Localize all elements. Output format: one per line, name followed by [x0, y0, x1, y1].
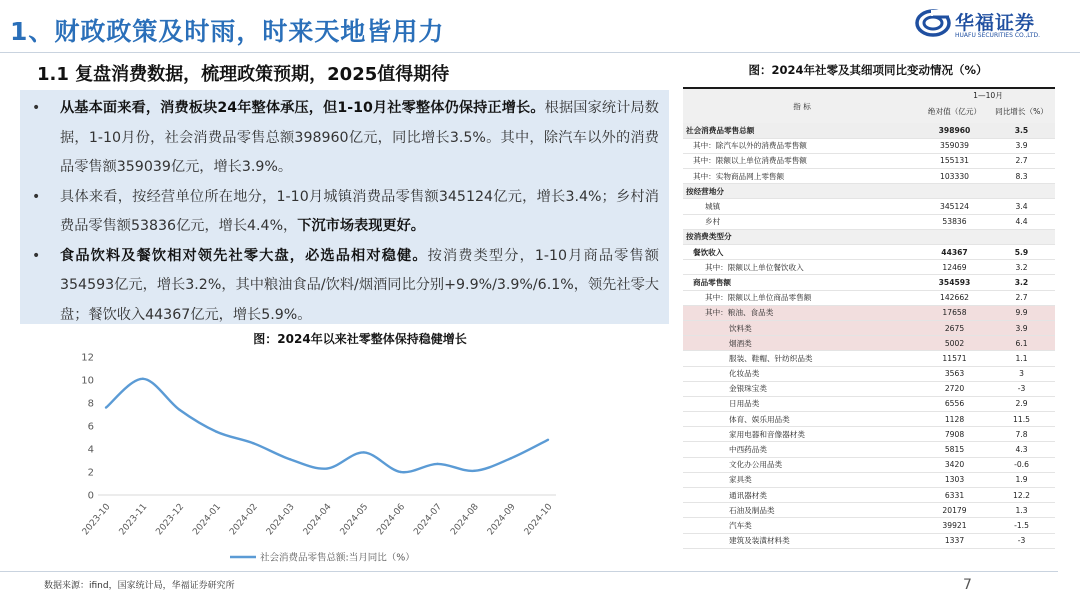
row-absolute-value: 5815 — [944, 445, 965, 455]
row-yoy-growth: -1.5 — [1014, 520, 1029, 530]
row-label: 金银珠宝类 — [729, 384, 767, 394]
row-yoy-growth: 3.5 — [988, 123, 1055, 138]
bullet-marker: • — [32, 188, 41, 205]
row-absolute-value: 398960 — [921, 123, 988, 138]
data-point — [399, 471, 401, 473]
x-tick-label: 2024-01 — [191, 502, 224, 538]
row-label: 饮料类 — [683, 320, 921, 335]
row-absolute-value: 12469 — [942, 262, 967, 272]
bullet-marker: • — [32, 247, 41, 264]
row-yoy-growth: 5.9 — [1014, 247, 1029, 257]
row-absolute-value: 1303 — [944, 475, 965, 485]
retail-table — [683, 89, 1055, 549]
bullet-item — [32, 183, 659, 242]
data-point — [252, 442, 254, 444]
logo-name: 华福证券 — [955, 12, 1036, 34]
row-absolute-value: 1128 — [944, 414, 965, 424]
row-yoy-growth: 8.3 — [1015, 171, 1028, 181]
row-label: 汽车类 — [729, 520, 752, 530]
table-row — [683, 305, 1055, 320]
table-row — [683, 381, 1055, 396]
row-yoy-growth: 2.7 — [1015, 156, 1028, 166]
row-label: 城镇 — [705, 202, 721, 212]
row-yoy-growth: 9.9 — [988, 305, 1055, 320]
x-tick-label: 2023-11 — [117, 502, 150, 538]
table-row — [683, 503, 1055, 518]
table-row — [683, 290, 1055, 305]
y-tick-label: 6 — [87, 421, 94, 433]
section-heading: 1.1 复盘消费数据，梳理政策预期，2025值得期待 — [37, 64, 450, 85]
bullet-item — [32, 94, 659, 183]
data-point — [215, 431, 217, 433]
header-indicator: 指 标 — [683, 89, 921, 123]
row-label: 石油及制品类 — [729, 505, 775, 515]
row-label: 体育、娱乐用品类 — [729, 414, 790, 424]
table-row — [683, 260, 1055, 275]
series-line — [106, 379, 548, 472]
y-tick-label: 12 — [81, 352, 94, 364]
data-point — [363, 451, 365, 453]
title-divider — [0, 52, 1080, 53]
page-number: 7 — [963, 577, 972, 593]
data-point — [510, 457, 512, 459]
row-yoy-growth — [988, 184, 1055, 199]
row-absolute-value: 39921 — [942, 520, 967, 530]
row-yoy-growth: 4.3 — [1015, 445, 1028, 455]
row-label: 建筑及装潢材料类 — [729, 536, 790, 546]
row-absolute-value: 17658 — [921, 305, 988, 320]
row-label: 乡村 — [705, 217, 721, 227]
table-row — [683, 488, 1055, 503]
x-tick-label: 2024-05 — [338, 502, 371, 538]
row-label: 家具类 — [729, 475, 752, 485]
row-yoy-growth: 2.7 — [1015, 293, 1028, 303]
row-label: 餐饮收入 — [693, 247, 724, 257]
row-absolute-value: 103330 — [940, 171, 969, 181]
y-tick-label: 0 — [87, 490, 94, 502]
row-label: 通讯器材类 — [729, 490, 767, 500]
row-absolute-value: 345124 — [940, 202, 969, 212]
row-absolute-value: 3563 — [944, 369, 965, 379]
row-yoy-growth: -3 — [1017, 384, 1026, 394]
x-tick-label: 2023-10 — [80, 502, 113, 538]
row-label: 其中：除汽车以外的消费品零售额 — [693, 141, 807, 151]
row-yoy-growth: 1.1 — [1015, 353, 1028, 363]
header-absolute-value: 绝对值（亿元） — [921, 101, 988, 123]
x-tick-label: 2024-03 — [264, 502, 297, 538]
table-row — [683, 412, 1055, 427]
table-row — [683, 229, 1055, 244]
huafu-logo-icon — [915, 8, 951, 38]
row-label: 其中：实物商品网上零售额 — [693, 171, 785, 181]
row-absolute-value: 11571 — [942, 353, 967, 363]
row-label: 服装、鞋帽、针纺织品类 — [729, 353, 813, 363]
table-row — [683, 199, 1055, 214]
retail-table-container — [683, 87, 1055, 569]
row-absolute-value: 354593 — [938, 277, 971, 287]
table-row — [683, 214, 1055, 229]
y-tick-label: 10 — [81, 375, 94, 387]
row-absolute-value: 142662 — [940, 293, 969, 303]
data-point — [178, 409, 180, 411]
row-label: 文化办公用品类 — [729, 460, 783, 470]
table-title: 图：2024年社零及其细项同比变动情况（%） — [748, 63, 988, 77]
row-label: 日用品类 — [729, 399, 760, 409]
slide-title: 1、财政政策及时雨，时来天地皆用力 — [10, 17, 445, 46]
row-label: 社会消费品零售总额 — [683, 123, 921, 138]
table-row — [683, 351, 1055, 366]
bullet-item — [32, 242, 659, 331]
table-row — [683, 275, 1055, 290]
table-row — [683, 366, 1055, 381]
data-point — [105, 406, 107, 408]
row-yoy-growth: 12.2 — [1013, 490, 1030, 500]
table-row — [683, 336, 1055, 351]
row-absolute-value: 7908 — [944, 429, 965, 439]
x-tick-label: 2024-08 — [449, 502, 481, 538]
row-absolute-value: 1337 — [944, 536, 965, 546]
data-point — [547, 439, 549, 441]
bullet-bold: 从基本面来看，消费板块24年整体承压，但1-10月社零整体仍保持正增长。 — [60, 100, 545, 116]
header-yoy-growth: 同比增长（%） — [988, 101, 1055, 123]
row-absolute-value: 53836 — [942, 217, 967, 227]
table-row — [683, 396, 1055, 411]
bullet-list — [20, 90, 669, 324]
row-absolute-value: 6556 — [944, 399, 965, 409]
table-row — [683, 184, 1055, 199]
bullet-text: 按消费类型分，1-10月商品零售额354593亿元，增长3.2%，其中粮油食品/饮料/烟酒同比分别+9.9%/3.9%/6.1%，领先社零大盘；餐饮收入44367亿元，增长5.9%。 — [60, 247, 659, 323]
row-yoy-growth: 4.4 — [1015, 217, 1028, 227]
x-tick-label: 2024-07 — [412, 502, 445, 538]
x-tick-label: 2023-12 — [154, 502, 187, 538]
data-point — [142, 378, 144, 380]
row-yoy-growth — [988, 229, 1055, 244]
row-label: 按消费类型分 — [683, 229, 921, 244]
row-yoy-growth: 3.2 — [1015, 262, 1028, 272]
y-tick-label: 2 — [87, 467, 94, 479]
table-row — [683, 533, 1055, 548]
row-absolute-value: 2720 — [944, 384, 965, 394]
row-yoy-growth: 3.4 — [1015, 202, 1028, 212]
row-label: 其中：限额以上单位商品零售额 — [705, 293, 812, 303]
footer-divider — [0, 571, 1058, 572]
header-period: 1—10月 — [921, 89, 1055, 101]
row-label: 烟酒类 — [683, 336, 921, 351]
x-tick-label: 2024-10 — [522, 502, 555, 538]
row-label: 化妆品类 — [729, 369, 760, 379]
bullet-bold-tail: 下沉市场表现更好。 — [297, 218, 425, 234]
row-absolute-value — [921, 229, 988, 244]
row-yoy-growth: 3.9 — [1015, 141, 1028, 151]
table-row — [683, 518, 1055, 533]
table-row — [683, 442, 1055, 457]
row-yoy-growth: 1.3 — [1015, 505, 1028, 515]
bullet-text: 具体来看，按经营单位所在地分，1-10月城镇消费品零售额345124亿元，增长3.4%；乡村消费品零售额53836亿元，增长4.4%， — [60, 188, 659, 234]
table-row — [683, 472, 1055, 487]
logo-subtitle: HUAFU SECURITIES CO.,LTD. — [955, 32, 1041, 39]
data-point — [436, 463, 438, 465]
x-tick-label: 2024-09 — [485, 502, 518, 538]
table-row — [683, 245, 1055, 260]
x-tick-label: 2024-04 — [301, 502, 334, 538]
row-yoy-growth: 1.9 — [1015, 475, 1028, 485]
row-yoy-growth: -0.6 — [1014, 460, 1029, 470]
row-yoy-growth: 3.2 — [1014, 277, 1029, 287]
table-body — [683, 123, 1055, 548]
row-absolute-value: 155131 — [940, 156, 969, 166]
bullet-marker: • — [32, 100, 41, 116]
table-row — [683, 123, 1055, 138]
legend-label: 社会消费品零售总额:当月同比（%） — [260, 552, 415, 564]
x-tick-label: 2024-06 — [375, 502, 408, 538]
y-tick-label: 4 — [87, 444, 94, 456]
chart-title: 图：2024年以来社零整体保持稳健增长 — [253, 332, 467, 346]
row-yoy-growth: 3 — [1019, 369, 1024, 379]
bullet-bold: 食品饮料及餐饮相对领先社零大盘，必选品相对稳健。 — [60, 247, 428, 264]
bullet-text: 根据国家统计局数据，1-10月份，社会消费品零售总额398960亿元，同比增长3.5%。其中，除汽车以外的消费品零售额359039亿元，增长3.9%。 — [60, 100, 659, 175]
y-tick-label: 8 — [87, 398, 94, 410]
row-absolute-value: 3420 — [944, 460, 965, 470]
data-point — [473, 470, 475, 472]
row-label: 商品零售额 — [693, 277, 731, 287]
row-absolute-value: 6331 — [944, 490, 965, 500]
row-label: 其中：限额以上单位消费品零售额 — [693, 156, 807, 166]
row-yoy-growth: 3.9 — [988, 320, 1055, 335]
row-absolute-value: 20179 — [942, 505, 967, 515]
source-note: 数据来源：ifind，国家统计局，华福证券研究所 — [44, 581, 235, 591]
row-label: 其中：粮油、食品类 — [683, 305, 921, 320]
row-absolute-value: 44367 — [941, 247, 968, 257]
row-label: 按经营地分 — [683, 184, 921, 199]
table-row — [683, 320, 1055, 335]
data-point — [326, 467, 328, 469]
row-absolute-value — [921, 184, 988, 199]
line-chart — [70, 345, 590, 570]
data-point — [289, 458, 291, 460]
row-yoy-growth: 6.1 — [988, 336, 1055, 351]
row-absolute-value: 5002 — [921, 336, 988, 351]
x-tick-label: 2024-02 — [228, 502, 260, 538]
row-yoy-growth: -3 — [1017, 536, 1026, 546]
row-label: 家用电器和音像器材类 — [729, 429, 805, 439]
row-absolute-value: 359039 — [940, 141, 969, 151]
table-row — [683, 457, 1055, 472]
company-logo — [915, 5, 1065, 45]
table-row — [683, 138, 1055, 153]
row-absolute-value: 2675 — [921, 320, 988, 335]
table-row — [683, 153, 1055, 168]
row-yoy-growth: 11.5 — [1013, 414, 1030, 424]
table-row — [683, 169, 1055, 184]
row-label: 其中：限额以上单位餐饮收入 — [705, 262, 804, 272]
row-yoy-growth: 2.9 — [1015, 399, 1028, 409]
row-label: 中西药品类 — [729, 445, 767, 455]
row-yoy-growth: 7.8 — [1015, 429, 1028, 439]
table-row — [683, 427, 1055, 442]
